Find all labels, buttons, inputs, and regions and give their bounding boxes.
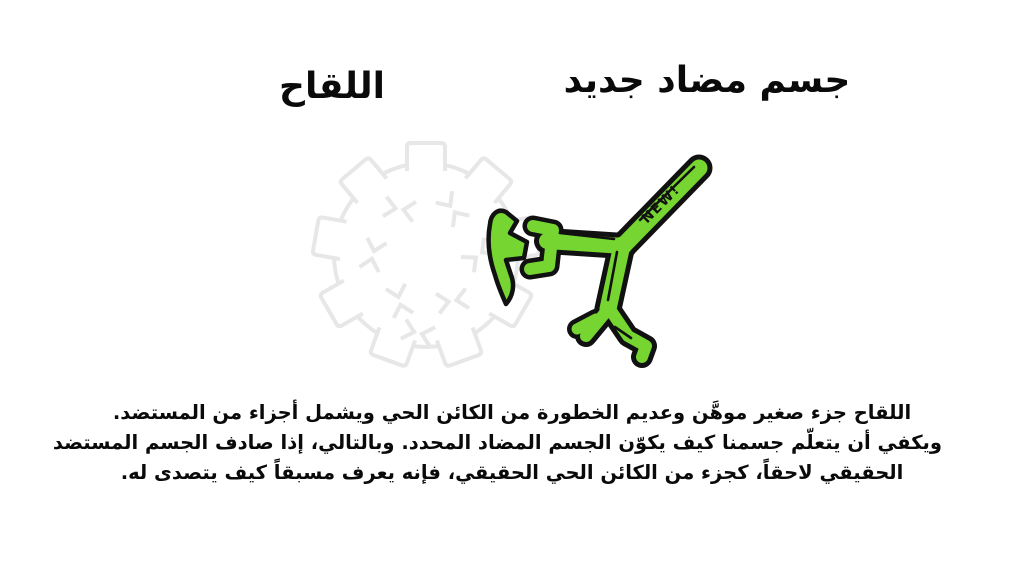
caption-line: ويكفي أن يتعلّم جسمنا كيف يكوّن الجسم المضاد المحدد. وبالتالي، إذا صادف الجسم المستضد (52, 431, 942, 454)
antibody-title: جسم مضاد جديد (563, 60, 851, 101)
new-label: NEW! (638, 181, 684, 227)
caption-line: الحقيقي لاحقاً، كجزء من الكائن الحي الحقيقي، فإنه يعرف مسبقاً كيف يتصدى له. (120, 461, 904, 484)
caption (52, 398, 942, 488)
vaccine-title: اللقاح (279, 66, 385, 107)
antibody-icon (530, 167, 699, 357)
caption-line: اللقاح جزء صغير موهَّن وعديم الخطورة من الكائن الحي ويشمل أجزاء من المستضد. (112, 401, 912, 424)
